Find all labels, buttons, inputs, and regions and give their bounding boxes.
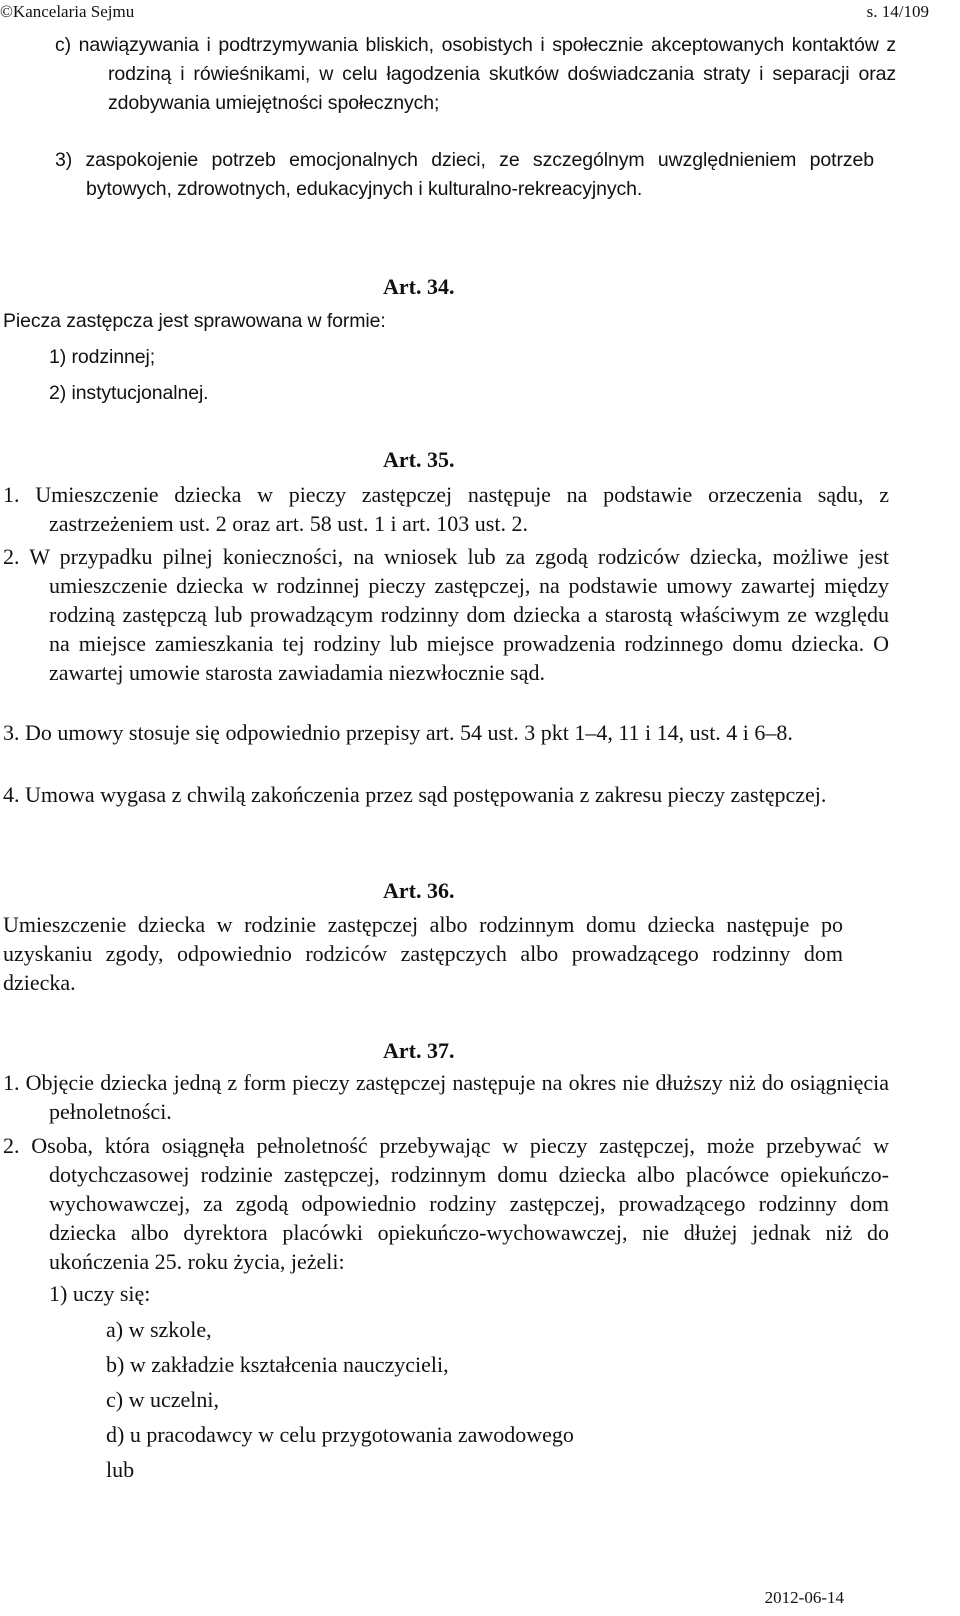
art35-title: Art. 35. [383, 447, 455, 472]
art36-text: Umieszczenie dziecka w rodzinie zastępczej albo rodzinnym domu dziecka następuje po uzyskaniu zgody, odpowiednio rodziców zastępczych albo prowadzącego rodzinny dom dziecka. [3, 912, 843, 995]
art36-title: Art. 36. [383, 878, 455, 903]
art37-paragraph-2: 2. Osoba, która osiągnęła pełnoletność przebywając w pieczy zastępczej, może przebywać w dotychczasowej rodzinie zastępczej, rodzinnym domu dziecka albo placówce opiekuńczo-wychowawczej, za zgodą odpowiednio rodziny zastępczej, prowadzącego rodzinny dom dziecka albo dyrektora placówki opiekuńczo-wychowawczej, nie dłużej jednak niż do ukończenia 25. roku życia, jeżeli: [3, 1133, 889, 1274]
document-date: 2012-06-14 [764, 1588, 844, 1607]
art34-item-2: 2) instytucjonalnej. [49, 382, 209, 404]
art33-item-c: c) nawiązywania i podtrzymywania bliskich, osobistych i społecznie akceptowanych kontaktów z rodziną i rówieśnikami, w celu łagodzenia skutków doświadczania straty i separacji oraz zdobywania umiejętności społecznych; [55, 34, 896, 114]
art37-paragraph-1: 1. Objęcie dziecka jedną z form pieczy zastępczej następuje na okres nie dłuższy niż do osiągnięcia pełnoletności. [3, 1070, 889, 1124]
copyright-label: ©Kancelaria Sejmu [0, 2, 135, 21]
art37-title: Art. 37. [383, 1038, 455, 1063]
art34-item-1: 1) rodzinnej; [49, 346, 156, 368]
art35-paragraph-2: 2. W przypadku pilnej konieczności, na wniosek lub za zgodą rodziców dziecka, możliwe jest umieszczenie dziecka w rodzinnej pieczy zastępczej, na podstawie umowy zawartej między rodziną zastępczą lub prowadzącym rodzinny dom dziecka a starostą właściwym ze względu na miejsce zamieszkania tej rodziny lub miejsce prowadzenia rodzinnego domu dziecka. O zawartej umowie starosta zawiadamia niezwłocznie sąd. [3, 544, 889, 685]
art37-tail-lub: lub [106, 1457, 135, 1482]
art37-item-1: 1) uczy się: [49, 1281, 151, 1306]
art34-intro: Piecza zastępcza jest sprawowana w formie: [3, 310, 386, 332]
art34-title: Art. 34. [383, 274, 455, 299]
art37-sub-item-a: a) w szkole, [106, 1317, 212, 1342]
art35-paragraph-4: 4. Umowa wygasa z chwilą zakończenia przez sąd postępowania z zakresu pieczy zastępczej. [3, 782, 827, 807]
page-number: s. 14/109 [866, 2, 929, 21]
art33-item-3: 3) zaspokojenie potrzeb emocjonalnych dzieci, ze szczególnym uwzględnieniem potrzeb bytowych, zdrowotnych, edukacyjnych i kulturalno-rekreacyjnych. [55, 149, 874, 200]
art35-paragraph-3: 3. Do umowy stosuje się odpowiednio przepisy art. 54 ust. 3 pkt 1–4, 11 i 14, ust. 4 i 6–8. [3, 720, 793, 745]
art35-paragraph-1: 1. Umieszczenie dziecka w pieczy zastępczej następuje na podstawie orzeczenia sądu, z zastrzeżeniem ust. 2 oraz art. 58 ust. 1 i art. 103 ust. 2. [3, 482, 889, 536]
art37-sub-item-d: d) u pracodawcy w celu przygotowania zawodowego [106, 1422, 574, 1447]
art37-sub-item-c: c) w uczelni, [106, 1387, 219, 1412]
art37-sub-item-b: b) w zakładzie kształcenia nauczycieli, [106, 1352, 449, 1377]
